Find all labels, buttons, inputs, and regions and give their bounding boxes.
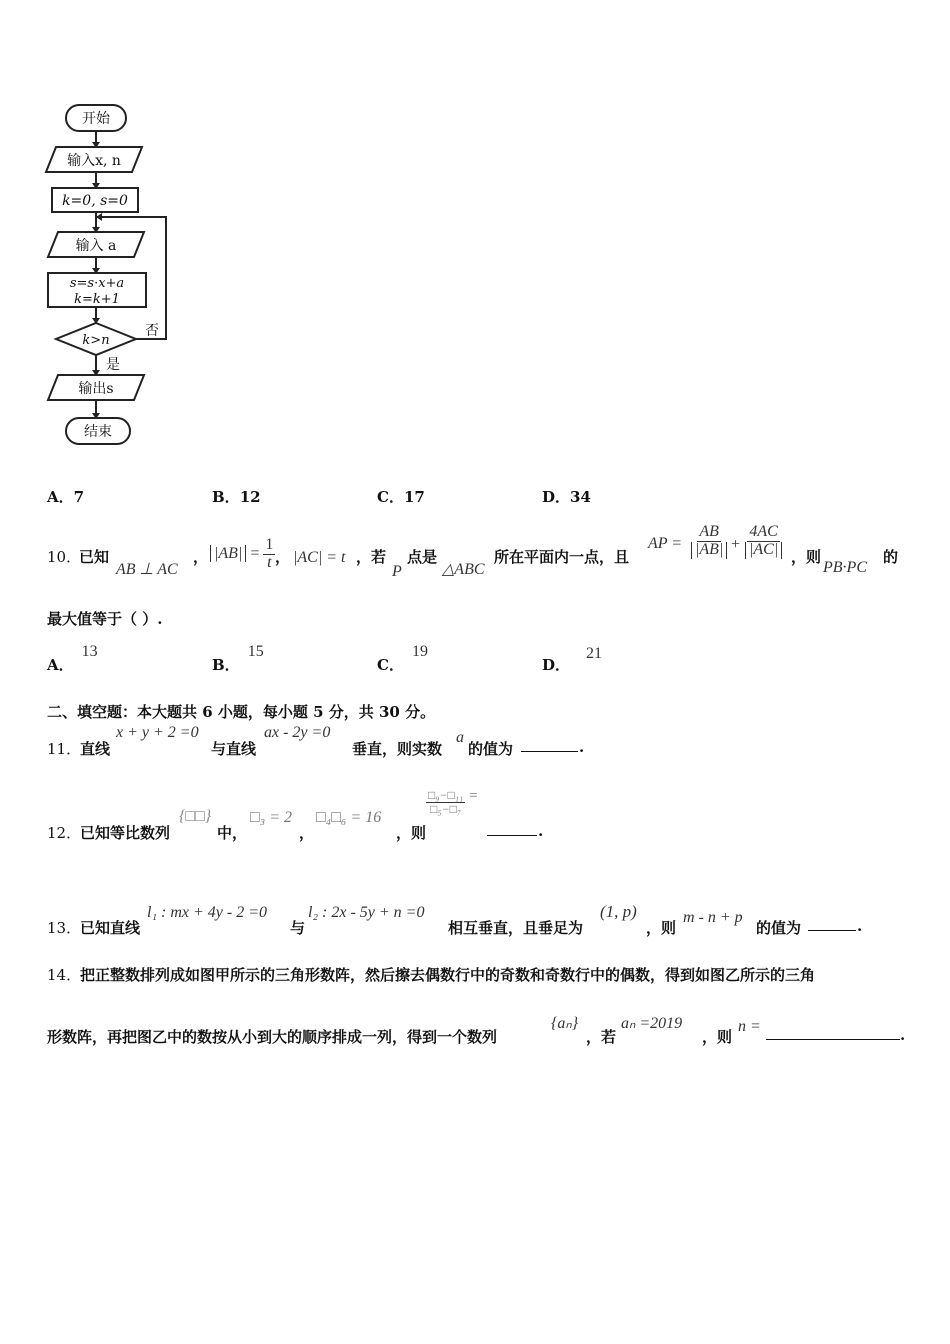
abs-ab: |AB| bbox=[210, 545, 246, 562]
q14-text-3: ，则 bbox=[702, 1028, 733, 1046]
fraction-numerator: □₉−□₁₁ bbox=[428, 788, 464, 802]
flow-start-label: 开始 bbox=[82, 111, 110, 127]
q10-number: 10． bbox=[47, 548, 82, 566]
q9-option-d bbox=[542, 486, 591, 507]
option-value: 34 bbox=[570, 488, 591, 506]
q10-text-2: ，若 bbox=[356, 548, 387, 566]
q10-math-plus: + bbox=[731, 536, 741, 553]
q11-answer-blank[interactable] bbox=[521, 737, 578, 752]
q10-math-frac-ab bbox=[691, 524, 727, 559]
q11-text-4: 的值为 bbox=[468, 740, 514, 758]
q11-text-3: 垂直，则实数 bbox=[352, 740, 443, 758]
option-label: A． bbox=[47, 656, 74, 674]
q13-answer-blank[interactable] bbox=[808, 916, 856, 931]
q10-comma-1: ， bbox=[193, 548, 209, 566]
q12-text-2: 中， bbox=[217, 824, 248, 842]
q12-math-frac bbox=[426, 789, 478, 815]
q13-text-3: 相互垂直，且垂足为 bbox=[448, 919, 584, 937]
q11-text-2: 与直线 bbox=[211, 740, 257, 758]
q11-end: . bbox=[579, 738, 585, 756]
q13-text-1: 已知直线 bbox=[80, 919, 141, 937]
q11-math-3: a bbox=[456, 729, 464, 746]
option-value: 15 bbox=[247, 643, 264, 660]
q11-math-2: ax - 2y =0 bbox=[264, 724, 331, 741]
q10-math-pbpc: PB·PC bbox=[823, 559, 867, 576]
q14-math-n: n = bbox=[738, 1018, 761, 1035]
q10-math-ab-frac bbox=[210, 537, 275, 572]
flow-proc1-label: s=s·x+a bbox=[69, 276, 125, 291]
q14-end: . bbox=[900, 1026, 906, 1044]
q14-number: 14． bbox=[47, 966, 82, 984]
option-value: 13 bbox=[81, 643, 98, 660]
fraction-numerator: 4AC bbox=[749, 523, 778, 540]
q13-text-4: ，则 bbox=[646, 919, 677, 937]
q10-option-d bbox=[542, 642, 603, 674]
flow-init-label: k=0, s=0 bbox=[62, 193, 128, 209]
option-label: C． bbox=[377, 656, 404, 674]
fraction-1-over-t bbox=[263, 537, 275, 572]
q10-text-1: 已知 bbox=[79, 548, 110, 566]
option-value: 7 bbox=[73, 488, 85, 506]
q14-text-2: ，若 bbox=[586, 1028, 617, 1046]
q12-comma: ， bbox=[299, 824, 315, 842]
q12-math-a3: □₃ = 2 bbox=[250, 809, 293, 826]
q13-number: 13． bbox=[47, 919, 82, 937]
q10-option-c bbox=[377, 640, 428, 674]
q10-math-frac-4ac bbox=[745, 524, 782, 559]
q10-option-a bbox=[47, 640, 98, 674]
flow-cond-label: k>n bbox=[82, 333, 110, 348]
q13-math-expr: m - n + p bbox=[683, 909, 743, 926]
q13-end: . bbox=[857, 917, 863, 935]
fraction-denominator: |AC| bbox=[745, 542, 782, 559]
q11-math-1: x + y + 2 =0 bbox=[116, 724, 199, 741]
flow-yes-label: 是 bbox=[106, 357, 120, 373]
q13-text-2: 与 bbox=[290, 919, 306, 937]
q10-text-6: 的 bbox=[883, 548, 899, 566]
q14-math-an: aₙ =2019 bbox=[621, 1015, 683, 1032]
equals: = bbox=[250, 544, 260, 562]
q13-math-foot: (1, p) bbox=[600, 902, 637, 921]
option-value: 21 bbox=[586, 645, 603, 662]
q14-answer-blank[interactable] bbox=[766, 1025, 900, 1040]
fraction-numerator: 1 bbox=[265, 536, 274, 553]
flow-input-xn-label: 输入x, n bbox=[67, 153, 121, 169]
q10-text-5: ，则 bbox=[791, 548, 822, 566]
q12-end: . bbox=[538, 822, 544, 840]
q12-answer-blank[interactable] bbox=[487, 821, 537, 836]
equals: = bbox=[469, 787, 478, 804]
section-2-heading: 二、填空题：本大题共 6 小题，每小题 5 分，共 30 分。 bbox=[47, 703, 436, 721]
option-label: C． bbox=[377, 488, 404, 506]
q10-math-triangle: △ABC bbox=[442, 561, 485, 578]
fraction-denominator: t bbox=[267, 553, 272, 571]
q10-math-ac: |AC| = t bbox=[293, 549, 346, 566]
q11-text-1: 直线 bbox=[80, 740, 111, 758]
q10-math-ap: AP = bbox=[648, 535, 683, 552]
q10-text-4: 所在平面内一点，且 bbox=[494, 548, 630, 566]
q13-text-5: 的值为 bbox=[756, 919, 802, 937]
option-label: B． bbox=[212, 656, 240, 674]
q9-option-b bbox=[212, 486, 261, 507]
flow-no-label: 否 bbox=[145, 323, 159, 339]
option-value: 17 bbox=[403, 488, 425, 506]
fraction-numerator: AB bbox=[699, 523, 719, 540]
q10-option-b bbox=[212, 640, 264, 674]
q14-line-1: 把正整数排列成如图甲所示的三角形数阵，然后擦去偶数行中的奇数和奇数行中的偶数，得到如图乙所示的三角 bbox=[80, 966, 816, 984]
option-value: 12 bbox=[239, 488, 261, 506]
option-label: A． bbox=[47, 488, 74, 506]
q13-math-l1: l₁ : mx + 4y - 2 =0 bbox=[147, 904, 268, 921]
q10-math-p: P bbox=[392, 563, 402, 580]
q14-text-1: 形数阵，再把图乙中的数按从小到大的顺序排成一列，得到一个数列 bbox=[47, 1028, 498, 1046]
q9-option-c bbox=[377, 486, 425, 507]
option-label: D． bbox=[542, 656, 571, 674]
option-label: D． bbox=[542, 488, 571, 506]
option-value: 19 bbox=[411, 643, 428, 660]
flow-output-label: 输出s bbox=[78, 381, 114, 397]
q10-text-3: 点是 bbox=[407, 548, 438, 566]
q12-math-seq: {□□} bbox=[179, 808, 212, 825]
q10-comma-2: ， bbox=[275, 548, 291, 566]
q9-option-a bbox=[47, 486, 84, 507]
flow-input-a-label: 输入 a bbox=[75, 238, 117, 254]
flow-proc2-label: k=k+1 bbox=[74, 292, 120, 307]
q13-math-l2: l₂ : 2x - 5y + n =0 bbox=[308, 904, 425, 921]
flowchart bbox=[40, 95, 190, 455]
q12-math-a4a6: □₄□₆ = 16 bbox=[316, 809, 382, 826]
q10-math-perp: AB ⊥ AC bbox=[116, 561, 178, 578]
q12-text-3: ，则 bbox=[396, 824, 427, 842]
fraction-denominator: □₅−□₇ bbox=[430, 801, 462, 816]
flow-end-label: 结束 bbox=[84, 424, 112, 440]
q12-number: 12． bbox=[47, 824, 82, 842]
q11-number: 11． bbox=[47, 740, 82, 758]
fraction-denominator: |AB| bbox=[691, 542, 727, 559]
option-label: B． bbox=[212, 488, 240, 506]
q14-math-seq: {aₙ} bbox=[551, 1015, 579, 1032]
q12-text-1: 已知等比数列 bbox=[80, 824, 171, 842]
q10-line-2: 最大值等于（ ）. bbox=[47, 610, 163, 628]
